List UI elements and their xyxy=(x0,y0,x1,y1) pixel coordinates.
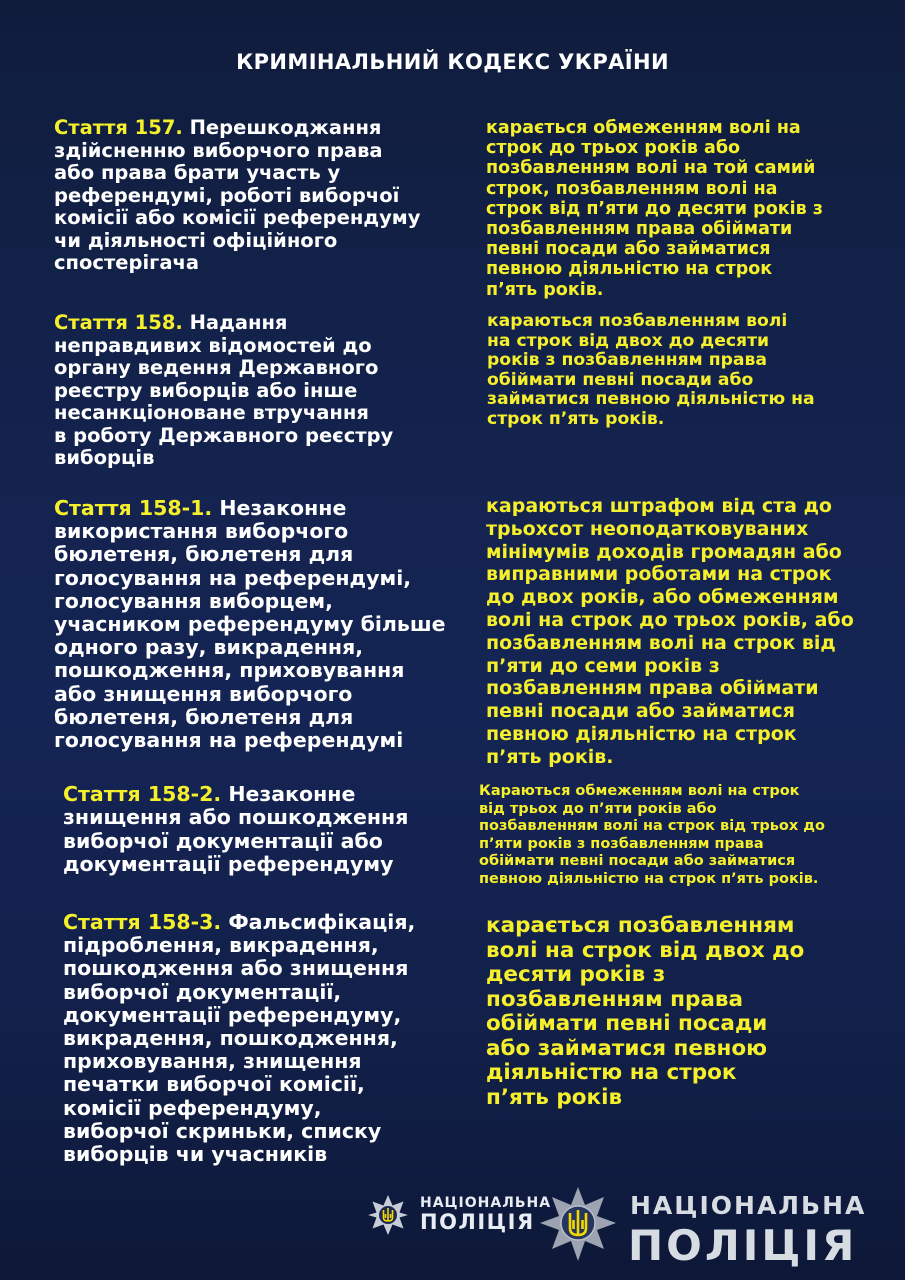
penalty-158: караються позбавленням волі на строк від двох до десяти років з позбавленням права обіймати певні посади або займатися певною діяльністю на строк п’ять років. xyxy=(487,311,815,429)
article-text: Незаконне знищення або пошкодження виборчої документації або документації референдуму xyxy=(63,782,409,876)
logo-line2: ПОЛІЦІЯ xyxy=(628,1221,858,1270)
article-158-3 xyxy=(63,911,415,1166)
article-158-2 xyxy=(63,783,408,876)
article-158-1 xyxy=(54,497,446,752)
logo-line2: ПОЛІЦІЯ xyxy=(420,1210,535,1234)
penalty-157: карається обмеженням волі на строк до трьох років або позбавленням волі на той самий строк, позбавленням волі на строк від п’яти до десяти років з позбавленням права обіймати певні посади або займатися певною діяльністю на строк п’ять років. xyxy=(486,118,823,300)
article-number: Стаття 158-3. xyxy=(63,910,222,934)
article-text: Перешкоджання здійсненню виборчого права або права брати участь у референдумі, роботі виборчої комісії або комісії референдуму чи діяльності офіційного спостерігача xyxy=(54,116,421,274)
article-text: Фальсифікація, підроблення, викрадення, пошкодження або знищення виборчої документації, документації референдуму, викрадення, пошкодження, приховування, знищення печатки виборчої комісії, комісії референдуму, виборчої скриньки, списку виборців чи учасників xyxy=(63,910,416,1167)
article-number: Стаття 158-2. xyxy=(63,782,222,806)
logo-line1: НАЦІОНАЛЬНА xyxy=(630,1191,867,1220)
article-number: Стаття 157. xyxy=(54,116,183,139)
penalty-158-1: караються штрафом від ста до трьохсот неоподатковуваних мінімумів доходів громадян або виправними роботами на строк до двох років, або обмеженням волі на строк до трьох років, або позбавленням волі на строк від п’яти до семи років з позбавленням права обіймати певні посади або займатися певною діяльністю на строк п’ять років. xyxy=(486,495,854,768)
article-number: Стаття 158. xyxy=(54,311,183,334)
article-text: Надання неправдивих відомостей до органу ведення Державного реєстру виборців або інше несанкціоноване втручання в роботу Державного реєстру виборців xyxy=(54,311,394,469)
article-157 xyxy=(54,117,420,275)
penalty-158-2: Караються обмеженням волі на строк від трьох до п’яти років або позбавленням волі на строк від трьох до п’яти років з позбавленням права обіймати певні посади або займатися певною діяльністю на строк п’ять років. xyxy=(479,783,825,887)
logo-line1: НАЦІОНАЛЬНА xyxy=(420,1195,552,1211)
page-title: КРИМІНАЛЬНИЙ КОДЕКС УКРАЇНИ xyxy=(236,50,669,74)
article-text: Незаконне використання виборчого бюлетеня, бюлетеня для голосування на референдумі, голосування виборцем, учасником референдуму більше одного разу, викрадення, пошкодження, приховування або знищення виборчого бюлетеня, бюлетеня для голосування на референдумі xyxy=(54,496,446,753)
article-number: Стаття 158-1. xyxy=(54,496,213,520)
police-logo-big xyxy=(538,1185,888,1275)
police-star-icon xyxy=(366,1193,410,1237)
penalty-158-3: карається позбавленням волі на строк від двох до десяти років з позбавленням права обіймати певні посади або займатися певною діяльністю на строк п’ять років xyxy=(486,913,805,1110)
police-logo-small xyxy=(366,1193,552,1237)
article-158 xyxy=(54,312,393,470)
police-star-icon xyxy=(538,1185,618,1275)
